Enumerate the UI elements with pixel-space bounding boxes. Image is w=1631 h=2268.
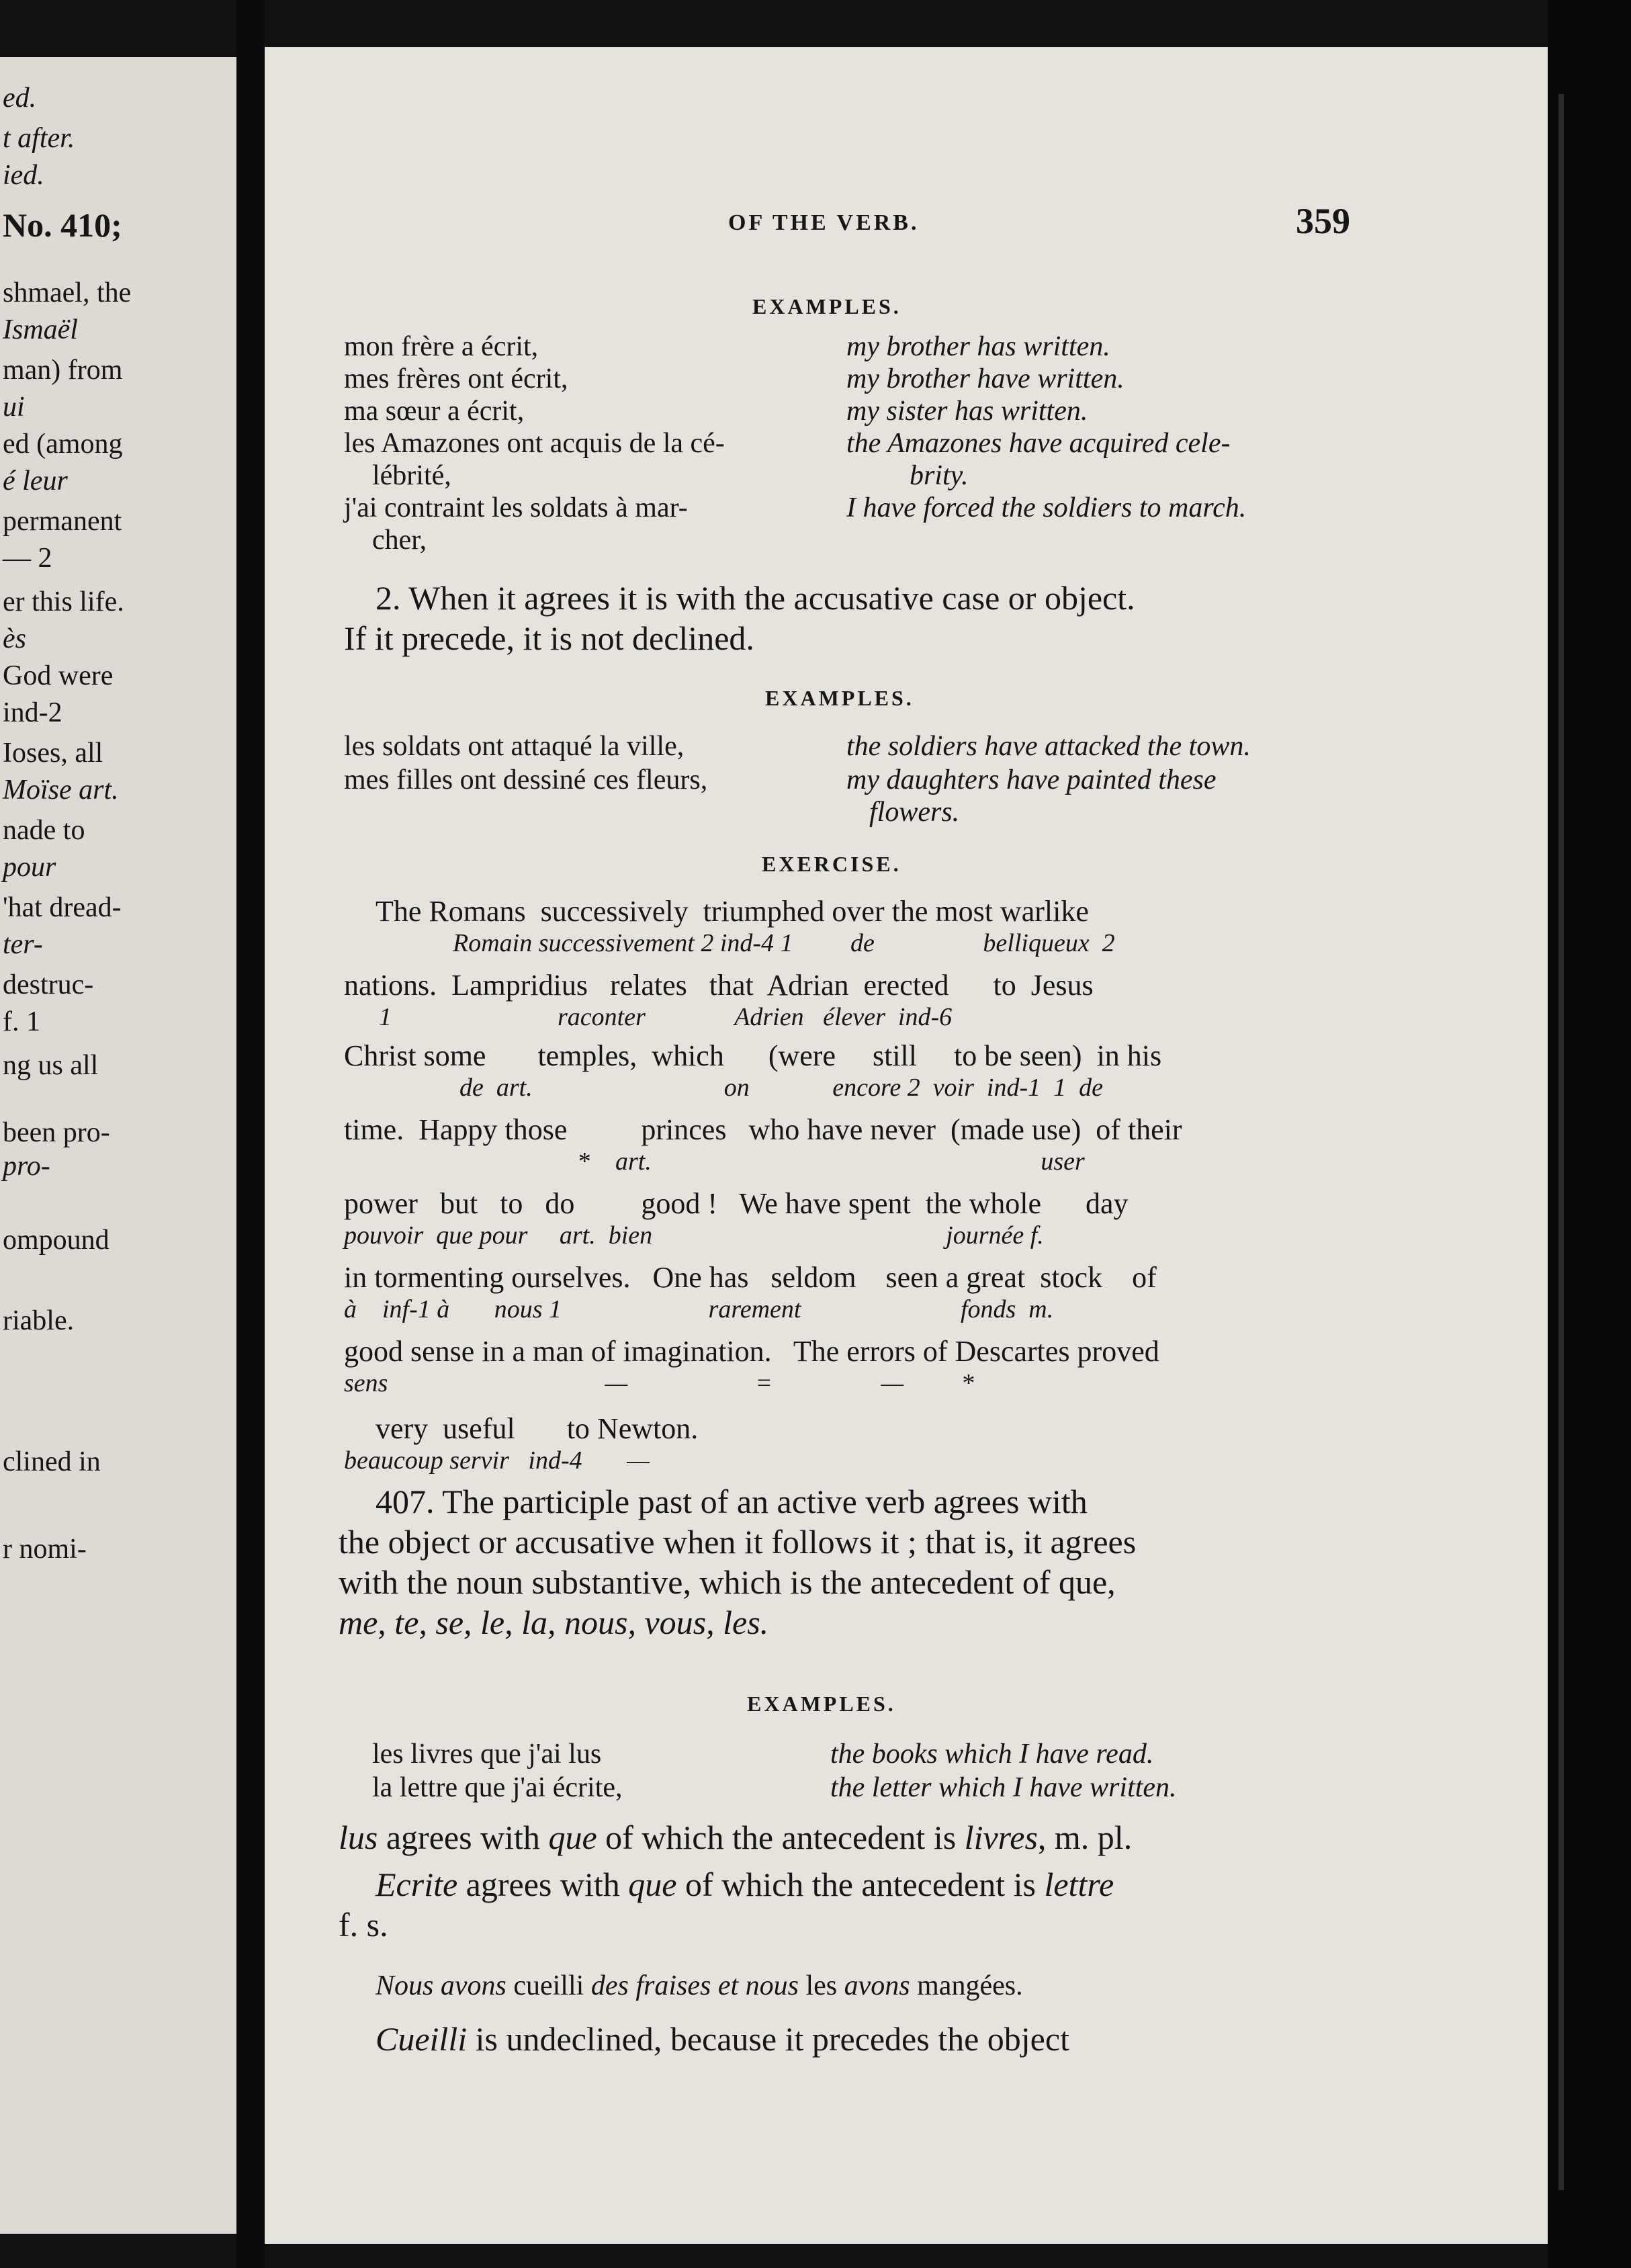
note-nous-it-1: Nous avons xyxy=(376,1970,506,2001)
examples-heading-1: EXAMPLES. xyxy=(752,294,901,318)
left-page-line: ompound xyxy=(3,1225,109,1256)
exercise-line: very useful to Newton. xyxy=(376,1412,699,1445)
left-page-line: Ioses, all xyxy=(3,738,103,769)
note-ecrite-text: agrees with xyxy=(457,1866,629,1903)
left-page-line: ed. xyxy=(3,83,37,114)
note-lus xyxy=(339,1821,1132,1854)
left-page-line: shmael, the xyxy=(3,277,132,308)
note-lus-text-2: of which the antecedent is xyxy=(597,1819,965,1856)
example-english: brity. xyxy=(910,460,969,491)
left-page-line: pro- xyxy=(3,1151,50,1182)
exercise-gloss: de art. on encore 2 voir ind-1 1 de xyxy=(459,1074,1103,1102)
example-english: the letter which I have written. xyxy=(830,1772,1177,1803)
left-page-line: é leur xyxy=(3,466,68,496)
exercise-gloss: * art. user xyxy=(577,1147,1085,1176)
left-page-line: ng us all xyxy=(3,1050,99,1081)
left-page-line: God were xyxy=(3,660,114,691)
example-english: I have forced the soldiers to march. xyxy=(846,492,1247,523)
note-ecrite-word: Ecrite xyxy=(376,1866,458,1903)
exercise-gloss: sens — = — * xyxy=(344,1369,974,1397)
examples-heading-2: EXAMPLES. xyxy=(765,686,914,710)
left-page-line: ter- xyxy=(3,929,43,960)
example-french: mes frères ont écrit, xyxy=(344,363,568,394)
exercise-gloss: à inf-1 à nous 1 rarement fonds m. xyxy=(344,1295,1054,1323)
example-english: my brother have written. xyxy=(846,363,1125,394)
note-ecrite-line-2: f. s. xyxy=(339,1906,388,1944)
example-french: ma sœur a écrit, xyxy=(344,396,525,427)
exercise-gloss: 1 raconter Adrien élever ind-6 xyxy=(379,1003,953,1031)
example-french: mes filles ont dessiné ces fleurs, xyxy=(344,765,708,795)
left-page-line: ied. xyxy=(3,160,44,191)
note-ecrite-text-2: of which the antecedent is xyxy=(676,1866,1045,1903)
example-french: lébrité, xyxy=(372,460,451,491)
note-lus-text: agrees with xyxy=(378,1819,549,1856)
left-page-line: ui xyxy=(3,392,25,423)
left-page-line: man) from xyxy=(3,355,123,386)
left-page-line: been pro- xyxy=(3,1117,110,1148)
example-french: j'ai contraint les soldats à mar- xyxy=(344,492,688,523)
example-english: my daughters have painted these xyxy=(846,765,1217,795)
rule-407-line: the object or accusative when it follows it ; that is, it agrees xyxy=(339,1523,1137,1561)
page-number: 359 xyxy=(1296,201,1350,241)
left-page-line: destruc- xyxy=(3,969,94,1000)
left-page-line: t after. xyxy=(3,123,75,154)
left-page-line: clined in xyxy=(3,1446,101,1477)
left-page-line: r nomi- xyxy=(3,1534,87,1565)
exercise-gloss: pouvoir que pour art. bien journée f. xyxy=(344,1221,1044,1250)
left-page-line: er this life. xyxy=(3,586,124,617)
left-page-line: Moïse art. xyxy=(3,775,119,805)
note-ecrite-que: que xyxy=(628,1866,677,1903)
example-english: the books which I have read. xyxy=(830,1739,1154,1770)
rule-407-line: 407. The participle past of an active verb agrees with xyxy=(376,1483,1088,1520)
note-lus-word: lus xyxy=(339,1819,378,1856)
example-french: les livres que j'ai lus xyxy=(372,1739,602,1770)
example-english: flowers. xyxy=(869,797,960,828)
example-french: cher, xyxy=(372,525,427,556)
example-english: my brother has written. xyxy=(846,331,1110,362)
example-english: the soldiers have attacked the town. xyxy=(846,731,1251,762)
example-french: les soldats ont attaqué la ville, xyxy=(344,731,685,762)
rule-407-line: with the noun substantive, which is the antecedent of que, xyxy=(339,1563,1116,1601)
exercise-line: good sense in a man of imagination. The errors of Descartes proved xyxy=(344,1335,1159,1368)
example-french: les Amazones ont acquis de la cé- xyxy=(344,428,725,459)
note-nous-r-1: cueilli xyxy=(506,1970,591,2001)
example-english: the Amazones have acquired cele- xyxy=(846,428,1231,459)
left-page-fragment xyxy=(0,57,236,2234)
example-french: la lettre que j'ai écrite, xyxy=(372,1772,623,1803)
left-page-line: No. 410; xyxy=(3,206,122,244)
exercise-line: in tormenting ourselves. One has seldom seen a great stock of xyxy=(344,1261,1157,1294)
exercise-line: nations. Lampridius relates that Adrian erected to Jesus xyxy=(344,969,1094,1002)
left-page-line: pour xyxy=(3,852,56,883)
note-lus-livres: livres xyxy=(964,1819,1038,1856)
example-english: my sister has written. xyxy=(846,396,1088,427)
note-lus-end: , m. pl. xyxy=(1037,1819,1133,1856)
left-page-line: ed (among xyxy=(3,429,123,460)
left-page-line: Ismaël xyxy=(3,314,78,345)
left-page-line: 'hat dread- xyxy=(3,892,122,923)
example-french: mon frère a écrit, xyxy=(344,331,539,362)
rule-2-line-1: 2. When it agrees it is with the accusative case or object. xyxy=(376,579,1135,617)
left-page-line: — 2 xyxy=(3,543,52,574)
note-nous-it-2: des fraises et nous xyxy=(590,1970,799,2001)
left-page-line: ès xyxy=(3,623,26,654)
note-nous-it-3: avons xyxy=(844,1970,910,2001)
rule-407-line: me, te, se, le, la, nous, vous, les. xyxy=(339,1604,769,1641)
running-head: OF THE VERB. xyxy=(728,210,920,235)
exercise-line: The Romans successively triumphed over the most warlike xyxy=(376,895,1089,928)
note-lus-que: que xyxy=(548,1819,597,1856)
exercise-gloss: Romain successivement 2 ind-4 1 de belliqueux 2 xyxy=(453,929,1115,957)
right-page xyxy=(265,47,1548,2244)
left-page-line: permanent xyxy=(3,506,122,537)
rule-2-line-2: If it precede, it is not declined. xyxy=(344,619,754,657)
note-ecrite xyxy=(376,1868,1114,1901)
note-nous-avons xyxy=(376,1972,1023,2000)
note-nous-r-2: les xyxy=(798,1970,844,2001)
left-page-line: nade to xyxy=(3,815,85,846)
left-page-line: f. 1 xyxy=(3,1006,40,1037)
examples-heading-3: EXAMPLES. xyxy=(747,1692,896,1716)
note-ecrite-lettre: lettre xyxy=(1044,1866,1114,1903)
note-cueilli-text: is undeclined, because it precedes the object xyxy=(467,2020,1069,2058)
left-page-line: ind-2 xyxy=(3,697,62,728)
book-gutter xyxy=(236,0,265,2268)
left-page-line: riable. xyxy=(3,1305,75,1336)
exercise-line: time. Happy those princes who have never (made use) of their xyxy=(344,1113,1182,1146)
exercise-line: power but to do good ! We have spent the whole day xyxy=(344,1187,1129,1220)
exercise-heading: EXERCISE. xyxy=(762,852,901,876)
scan-edge-line xyxy=(1558,94,1564,2190)
note-cueilli-word: Cueilli xyxy=(376,2020,468,2058)
note-cueilli xyxy=(376,2022,1069,2056)
note-nous-r-3: mangées. xyxy=(910,1970,1023,2001)
exercise-line: Christ some temples, which (were still to be seen) in his xyxy=(344,1039,1162,1072)
exercise-gloss: beaucoup servir ind-4 — xyxy=(344,1446,650,1475)
